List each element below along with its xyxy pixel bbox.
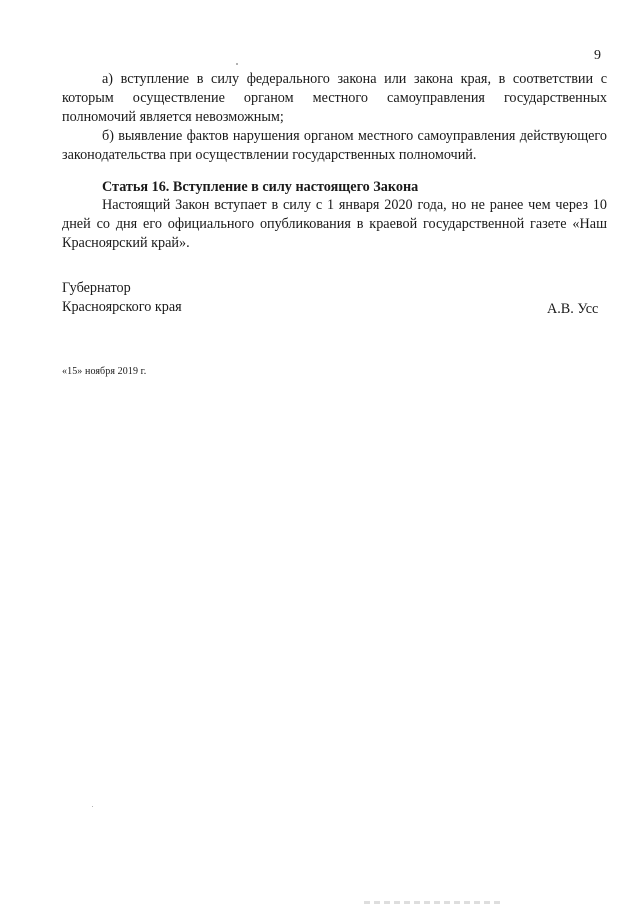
signatory-title-line1: Губернатор bbox=[62, 280, 131, 296]
signatory-title-line2: Красноярского края bbox=[62, 299, 182, 315]
scan-artifact bbox=[364, 901, 504, 904]
clause-b: б) выявление фактов нарушения органом местного самоуправления действующего законодательства при осуществлении государственных полномочий. bbox=[62, 128, 607, 163]
signatory-name: А.В. Усс bbox=[547, 301, 599, 317]
scan-speck bbox=[92, 806, 93, 807]
scan-speck bbox=[236, 63, 238, 65]
signing-date: «15» ноября 2019 г. bbox=[62, 366, 147, 377]
article-16-heading: Статья 16. Вступление в силу настоящего Закона bbox=[102, 179, 419, 195]
clause-a: а) вступление в силу федерального закона или закона края, в соответствии с которым осуществление органом местного самоуправления государственных полномочий является невозможным; bbox=[62, 71, 607, 125]
page-number: 9 bbox=[594, 48, 601, 63]
article-16-text: Настоящий Закон вступает в силу с 1 января 2020 года, но не ранее чем через 10 дней со дня его официального опубликования в краевой государственной газете «Наш Красноярский край». bbox=[62, 197, 607, 251]
